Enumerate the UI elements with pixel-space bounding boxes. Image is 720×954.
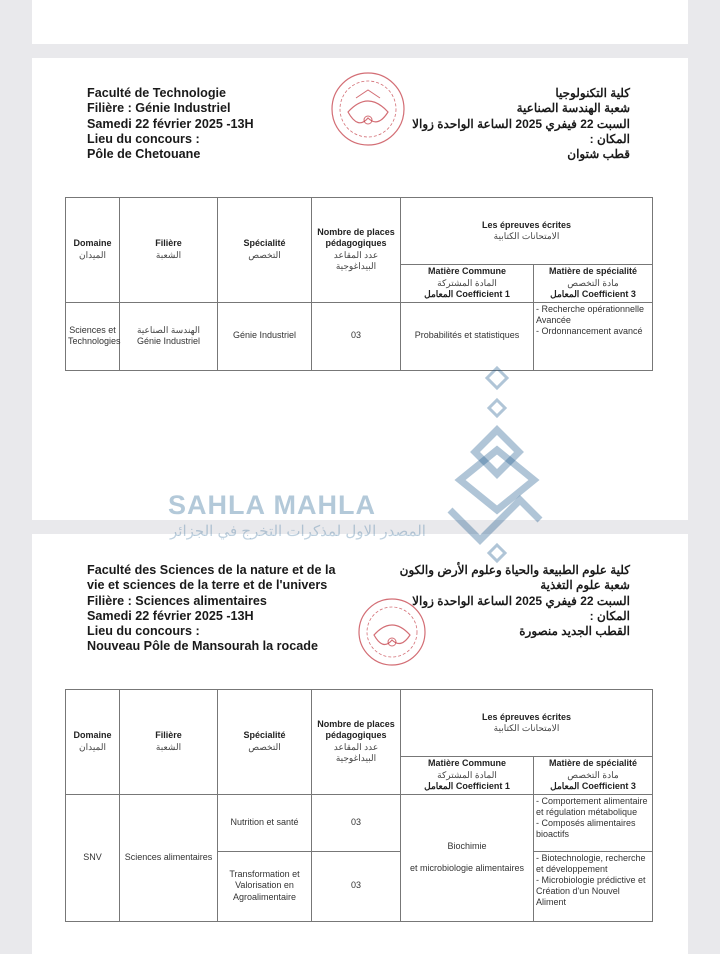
cell-places: 03 — [312, 851, 401, 921]
cell-specialite: Génie Industriel — [218, 302, 312, 370]
header-filiere: Filière الشعبة — [120, 690, 218, 795]
cell-matiere-specialite — [534, 851, 653, 921]
cell-places: 03 — [312, 794, 401, 851]
lieu-value-ar: قطب شتوان — [567, 147, 630, 162]
faculty-name-cont: vie et sciences de la terre et de l'univers — [87, 578, 328, 593]
faculty-name-ar: كلية التكنولوجيا — [555, 86, 630, 100]
header-nombre-places: Nombre de places pédagogiques عدد المقاعد البيداغوجية — [312, 198, 401, 303]
watermark — [168, 490, 468, 546]
header-epreuves: Les épreuves écrites الامتحانات الكتابية — [401, 690, 653, 757]
lieu-value: Nouveau Pôle de Mansourah la rocade — [87, 639, 318, 654]
filiere-line-ar: شعبة علوم التغذية — [540, 578, 630, 593]
filiere-line-ar: شعبة الهندسة الصناعية — [516, 101, 630, 116]
cell-domaine: SNV — [66, 794, 120, 921]
faculty-name: Faculté de Technologie — [87, 86, 227, 100]
specialite-item: - Comportement alimentaire et régulation métabolique — [536, 795, 648, 817]
header-right-ar — [400, 563, 630, 639]
cell-matiere-commune: Biochimie et microbiologie alimentaires — [401, 794, 534, 921]
cell-matiere-commune: Probabilités et statistiques — [401, 302, 534, 370]
header-right-ar — [412, 86, 630, 162]
lieu-value: Pôle de Chetouane — [87, 147, 201, 162]
header-epreuves: Les épreuves écrites الامتحانات الكتابية — [401, 198, 653, 265]
watermark-title: SAHLA MAHLA — [168, 490, 376, 520]
page-top-fragment — [32, 0, 688, 44]
lieu-label: Lieu du concours : — [87, 624, 200, 639]
cell-filiere: الهندسة الصناعية Génie Industriel — [120, 302, 218, 370]
header-matiere-commune: Matière Commune المادة المشتركة المعامل Coefficient 1 — [401, 757, 534, 795]
header-left-fr — [87, 563, 335, 655]
lieu-label-ar: المكان : — [589, 608, 630, 623]
cell-specialite: Transformation et Valorisation en Agroalimentaire — [218, 851, 312, 921]
date-line-ar: السبت 22 فيفري 2025 الساعة الواحدة زوالا — [412, 593, 630, 608]
specialite-item: - Recherche opérationnelle Avancée — [536, 303, 645, 325]
header-domaine: Domaine الميدان — [66, 198, 120, 303]
cell-specialite: Nutrition et santé — [218, 794, 312, 851]
header-specialite: Spécialité التخصص — [218, 198, 312, 303]
lieu-label-ar: المكان : — [589, 131, 630, 146]
specialite-item: - Ordonnancement avancé — [536, 325, 643, 336]
header-matiere-specialite: Matière de spécialité مادة التخصص المعامل Coefficient 3 — [534, 757, 653, 795]
specialite-item: - Microbiologie prédictive et Création d'un Nouvel Aliment — [536, 874, 646, 907]
header-matiere-specialite: Matière de spécialité مادة التخصص المعامل Coefficient 3 — [534, 265, 653, 303]
cell-matiere-specialite — [534, 794, 653, 851]
filiere-line: Filière : Génie Industriel — [87, 101, 231, 116]
lieu-value-ar: القطب الجديد منصورة — [519, 624, 630, 639]
header-domaine: Domaine الميدان — [66, 690, 120, 795]
header-nombre-places: Nombre de places pédagogiques عدد المقاعد البيداغوجية — [312, 690, 401, 795]
header-filiere: Filière الشعبة — [120, 198, 218, 303]
exam-table-technologie — [65, 197, 653, 371]
page-section-technologie — [32, 58, 688, 520]
date-line: Samedi 22 février 2025 -13H — [87, 608, 254, 623]
watermark-logo-icon — [440, 360, 555, 570]
specialite-item: - Biotechnologie, recherche et développement — [536, 852, 646, 874]
faculty-name: Faculté des Sciences de la nature et de la — [87, 563, 336, 577]
cell-filiere: Sciences alimentaires — [120, 794, 218, 921]
date-line-ar: السبت 22 فيفري 2025 الساعة الواحدة زوالا — [412, 116, 630, 131]
filiere-line: Filière : Sciences alimentaires — [87, 593, 267, 608]
header-matiere-commune: Matière Commune المادة المشتركة المعامل Coefficient 1 — [401, 265, 534, 303]
header-specialite: Spécialité التخصص — [218, 690, 312, 795]
cell-places: 03 — [312, 302, 401, 370]
specialite-item: - Composés alimentaires bioactifs — [536, 817, 636, 839]
exam-table-snv — [65, 689, 653, 922]
watermark-subtitle: المصدر الاول لمذكرات التخرج في الجزائر — [170, 523, 426, 540]
cell-domaine: Sciences et Technologies — [66, 302, 120, 370]
page-section-snv — [32, 534, 688, 954]
lieu-label: Lieu du concours : — [87, 131, 200, 146]
header-left-fr — [87, 86, 254, 162]
university-seal-icon — [322, 68, 414, 150]
faculty-name-ar: كلية علوم الطبيعة والحياة وعلوم الأرض والكون — [399, 563, 630, 577]
date-line: Samedi 22 février 2025 -13H — [87, 116, 254, 131]
